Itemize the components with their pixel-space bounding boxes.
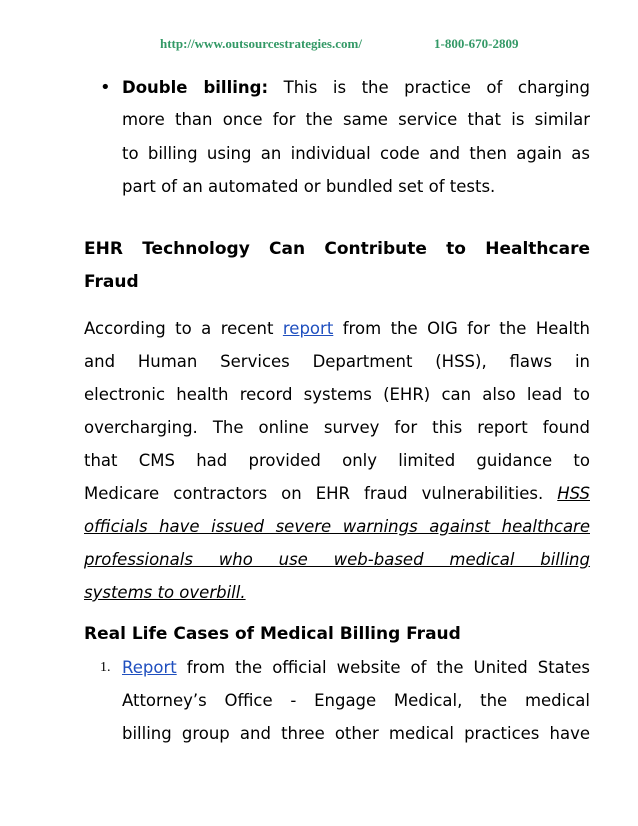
report-link[interactable]: report: [282, 319, 334, 338]
para-text: Medicare contractors on EHR fraud vulnerabilities.: [84, 484, 544, 503]
bullet-term: Double billing:: [122, 78, 269, 97]
list-item-text: from the official website of the United States: [186, 658, 590, 677]
hss-warning-link-line-4[interactable]: systems to overbill.: [84, 583, 246, 602]
header-phone: 1-800-670-2809: [434, 36, 519, 51]
report-link-2[interactable]: Report: [122, 658, 177, 677]
list-item-number: 1.: [100, 660, 111, 675]
para-line-6: [84, 483, 590, 505]
hss-warning-link-line-3[interactable]: professionals who use web-based medical billing: [84, 550, 590, 569]
section-heading-ehr-line-2: Fraud: [84, 272, 139, 292]
bullet-marker: •: [100, 77, 111, 98]
list-item-line-3: billing group and three other medical practices have: [122, 724, 590, 743]
para-line-5: that CMS had provided only limited guidance to: [84, 451, 590, 470]
para-text: According to a recent: [84, 319, 274, 338]
section-heading-ehr-line-1: EHR Technology Can Contribute to Healthcare: [84, 239, 590, 259]
para-line-4: overcharging. The online survey for this report found: [84, 418, 590, 437]
section-heading-real-life-cases: Real Life Cases of Medical Billing Fraud: [84, 624, 461, 644]
bullet-text: This is the practice of charging: [283, 78, 590, 97]
para-line-2: and Human Services Department (HSS), flaws in: [84, 352, 590, 371]
header-url[interactable]: http://www.outsourcestrategies.com/: [160, 36, 362, 51]
para-line-1: [84, 318, 590, 340]
para-text: from the OIG for the Health: [342, 319, 590, 338]
hss-warning-link[interactable]: HSS: [557, 484, 590, 503]
bullet-line-2: more than once for the same service that is similar: [122, 110, 590, 129]
bullet-line-1: [122, 77, 590, 99]
list-item-line-1: [122, 657, 590, 679]
hss-warning-link-line-2[interactable]: officials have issued severe warnings against healthcare: [84, 517, 590, 536]
list-item-line-2: Attorney’s Office - Engage Medical, the medical: [122, 691, 590, 710]
bullet-line-4: part of an automated or bundled set of tests.: [122, 177, 496, 196]
page-header: [0, 30, 638, 52]
bullet-line-3: to billing using an individual code and then again as: [122, 144, 590, 163]
para-line-3: electronic health record systems (EHR) can also lead to: [84, 385, 590, 404]
